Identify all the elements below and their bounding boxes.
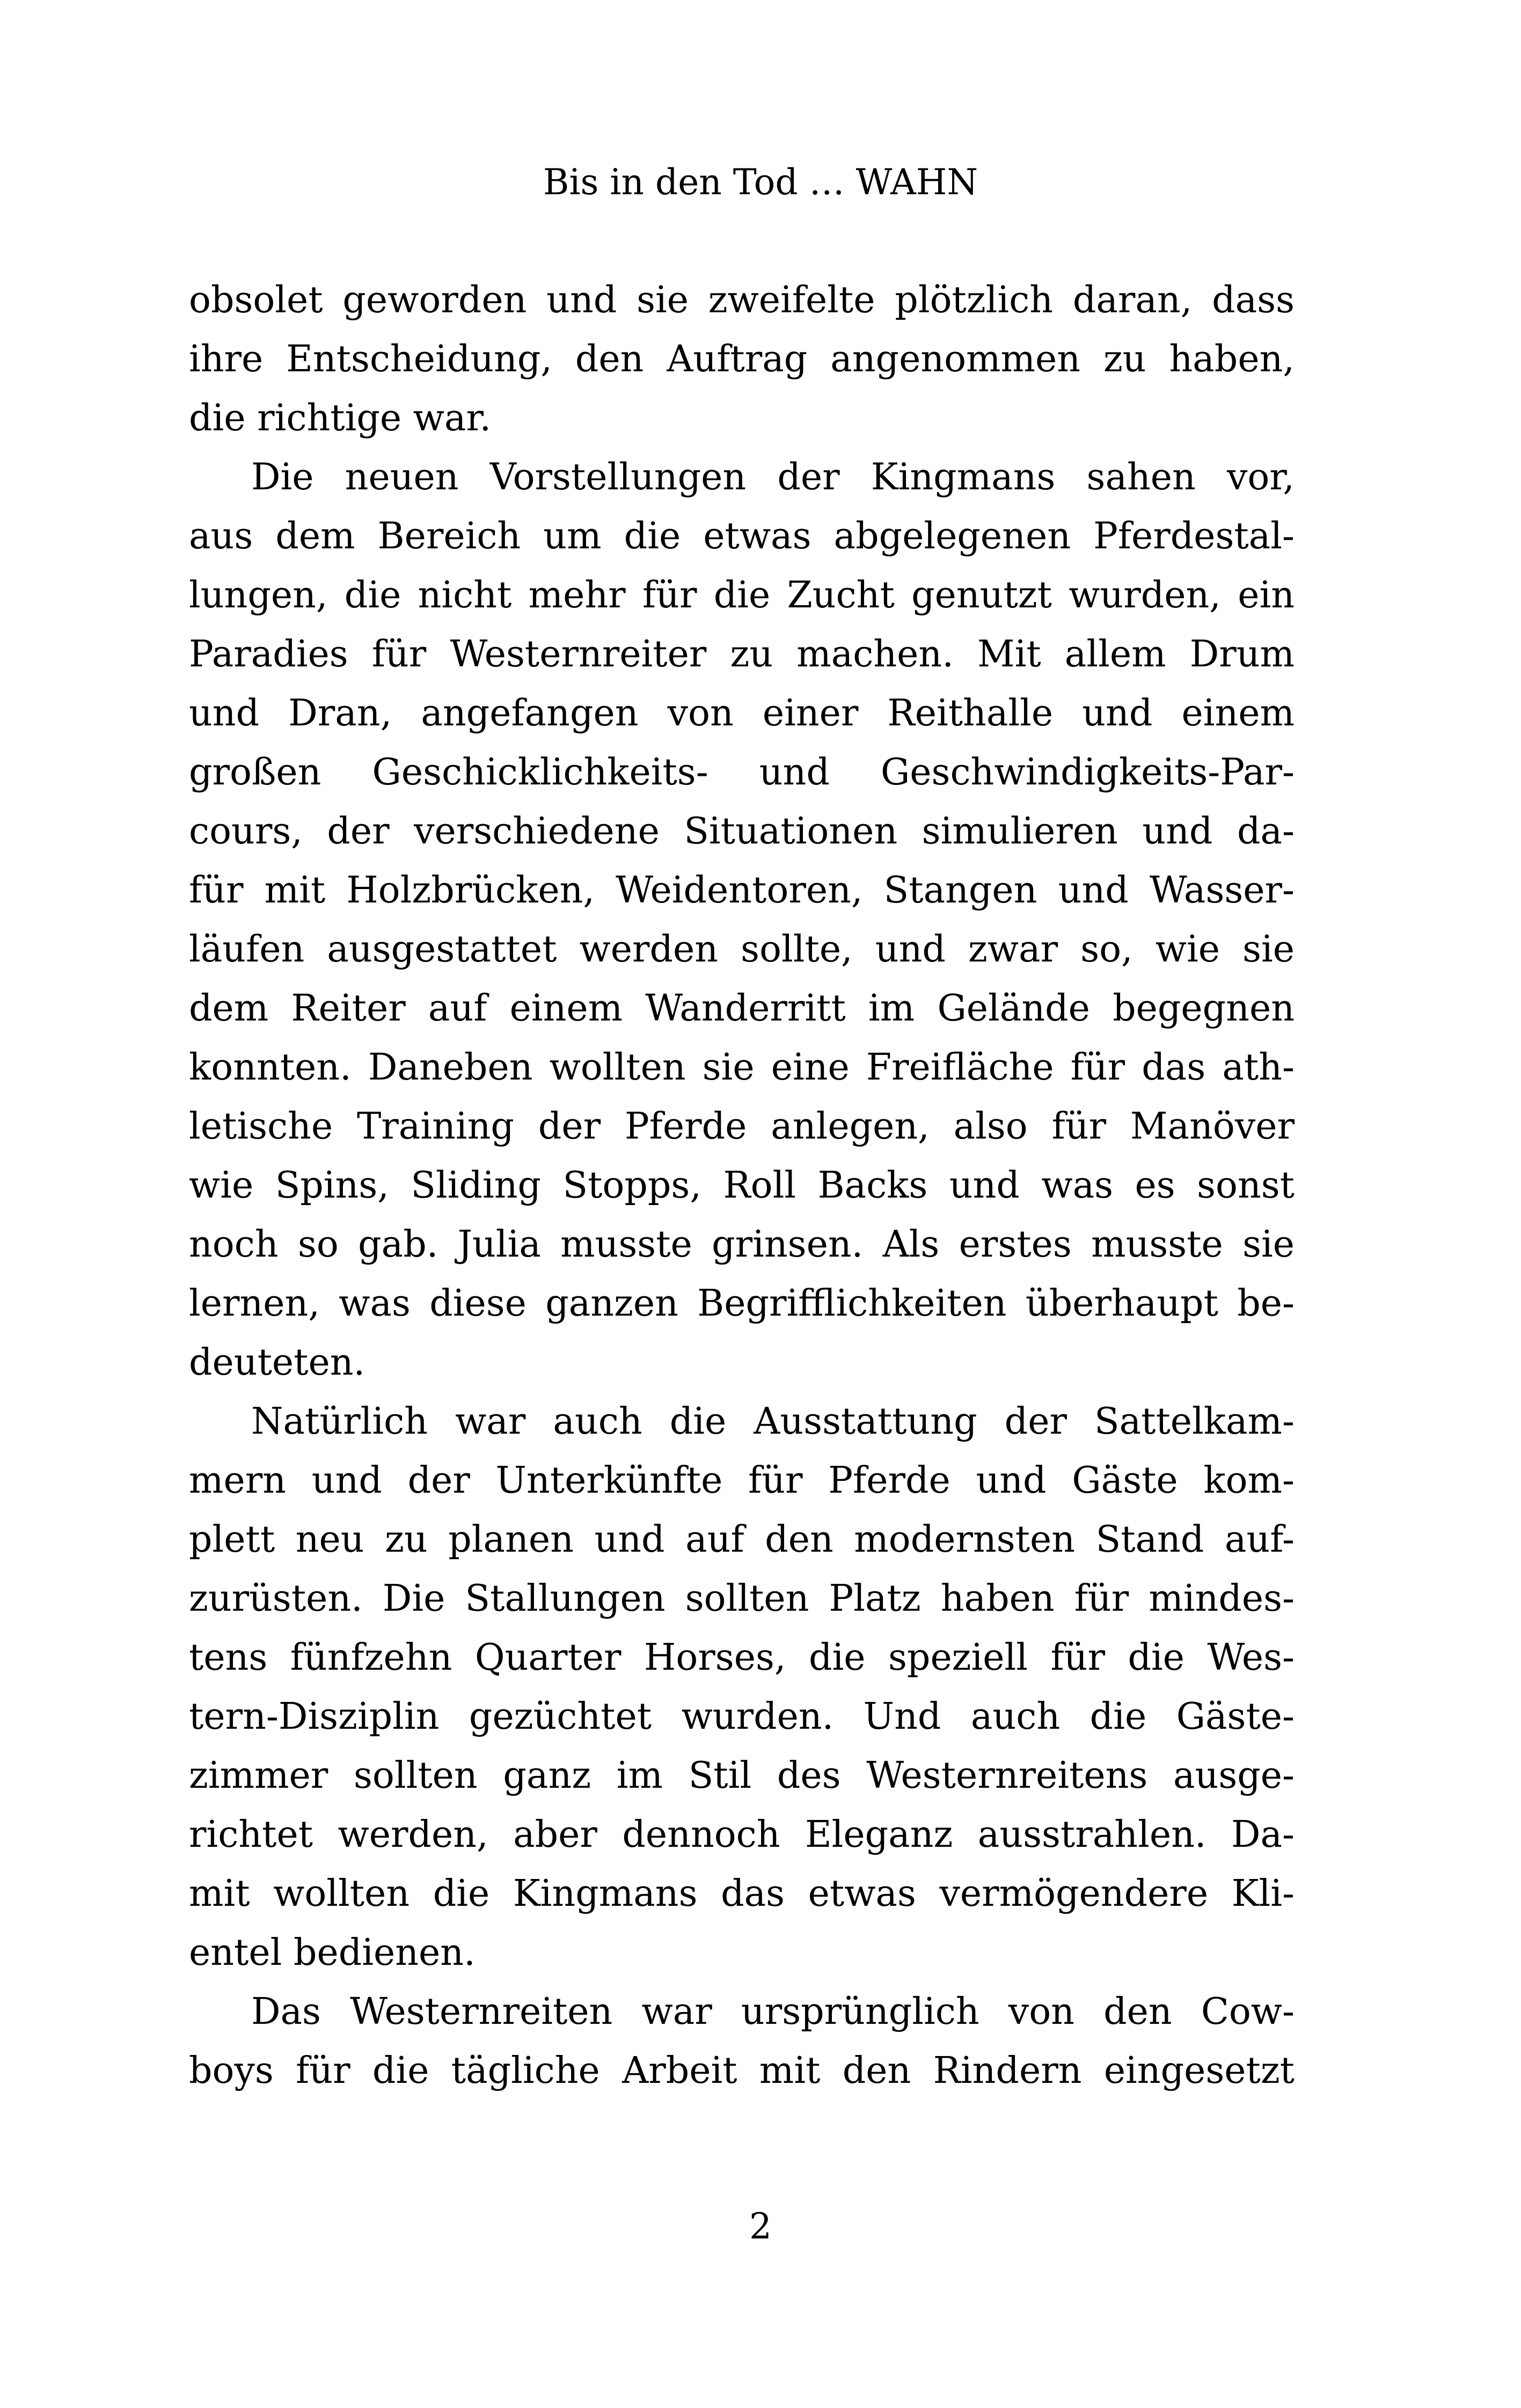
paragraph (189, 271, 1295, 448)
text-line: die richtige war. (189, 397, 492, 439)
text-line: tern-Disziplin gezüchtet wurden. Und auch die Gäste- (189, 1695, 1295, 1738)
text-line: dem Reiter auf einem Wanderritt im Gelände begegnen (189, 987, 1295, 1030)
text-line: tens fünfzehn Quarter Horses, die speziell für die Wes- (189, 1636, 1295, 1679)
text-line: Natürlich war auch die Ausstattung der Sattelkam- (251, 1400, 1295, 1443)
text-line: Das Westernreiten war ursprünglich von den Cow- (251, 1991, 1295, 2033)
text-line: lernen, was diese ganzen Begrifflichkeiten überhaupt be- (189, 1282, 1295, 1325)
text-line: wie Spins, Sliding Stopps, Roll Backs und was es sonst (189, 1164, 1295, 1207)
text-line: und Dran, angefangen von einer Reithalle und einem (189, 692, 1295, 735)
text-line: zurüsten. Die Stallungen sollten Platz haben für mindes- (189, 1577, 1295, 1620)
text-line: letische Training der Pferde anlegen, also für Manöver (189, 1105, 1295, 1148)
text-line: für mit Holzbrücken, Weidentoren, Stangen und Wasser- (189, 869, 1295, 912)
text-line: großen Geschicklichkeits- und Geschwindigkeits-Par- (189, 751, 1295, 794)
text-line: ihre Entscheidung, den Auftrag angenommen zu haben, (189, 338, 1295, 380)
text-line: Paradies für Westernreiter zu machen. Mit allem Drum (189, 633, 1295, 676)
page-number: 2 (749, 2206, 772, 2247)
text-line: lungen, die nicht mehr für die Zucht genutzt wurden, ein (189, 574, 1295, 616)
text-line: boys für die tägliche Arbeit mit den Rindern eingesetzt (189, 2050, 1295, 2092)
text-line: cours, der verschiedene Situationen simulieren und da- (189, 810, 1295, 853)
text-line: deuteten. (189, 1341, 365, 1384)
paragraph (189, 448, 1295, 1392)
running-header: Bis in den Tod … WAHN (543, 161, 978, 203)
text-line: mern und der Unterkünfte für Pferde und Gäste kom- (189, 1459, 1295, 1502)
text-line: zimmer sollten ganz im Stil des Westernreitens ausge- (189, 1754, 1295, 1797)
text-line: konnten. Daneben wollten sie eine Freifläche für das ath- (189, 1046, 1295, 1089)
text-line: obsolet geworden und sie zweifelte plötzlich daran, dass (189, 279, 1295, 321)
text-line: mit wollten die Kingmans das etwas vermögendere Kli- (189, 1873, 1295, 1915)
text-line: plett neu zu planen und auf den modernsten Stand auf- (189, 1518, 1295, 1561)
text-line: aus dem Bereich um die etwas abgelegenen Pferdestal- (189, 515, 1295, 557)
body-text (189, 271, 1295, 2101)
text-line: Die neuen Vorstellungen der Kingmans sahen vor, (251, 456, 1295, 498)
text-line: entel bedienen. (189, 1932, 476, 1974)
text-line: richtet werden, aber dennoch Eleganz ausstrahlen. Da- (189, 1814, 1295, 1856)
text-line: läufen ausgestattet werden sollte, und zwar so, wie sie (189, 928, 1295, 971)
paragraph (189, 1983, 1295, 2101)
text-line: noch so gab. Julia musste grinsen. Als erstes musste sie (189, 1223, 1295, 1266)
paragraph (189, 1392, 1295, 1983)
